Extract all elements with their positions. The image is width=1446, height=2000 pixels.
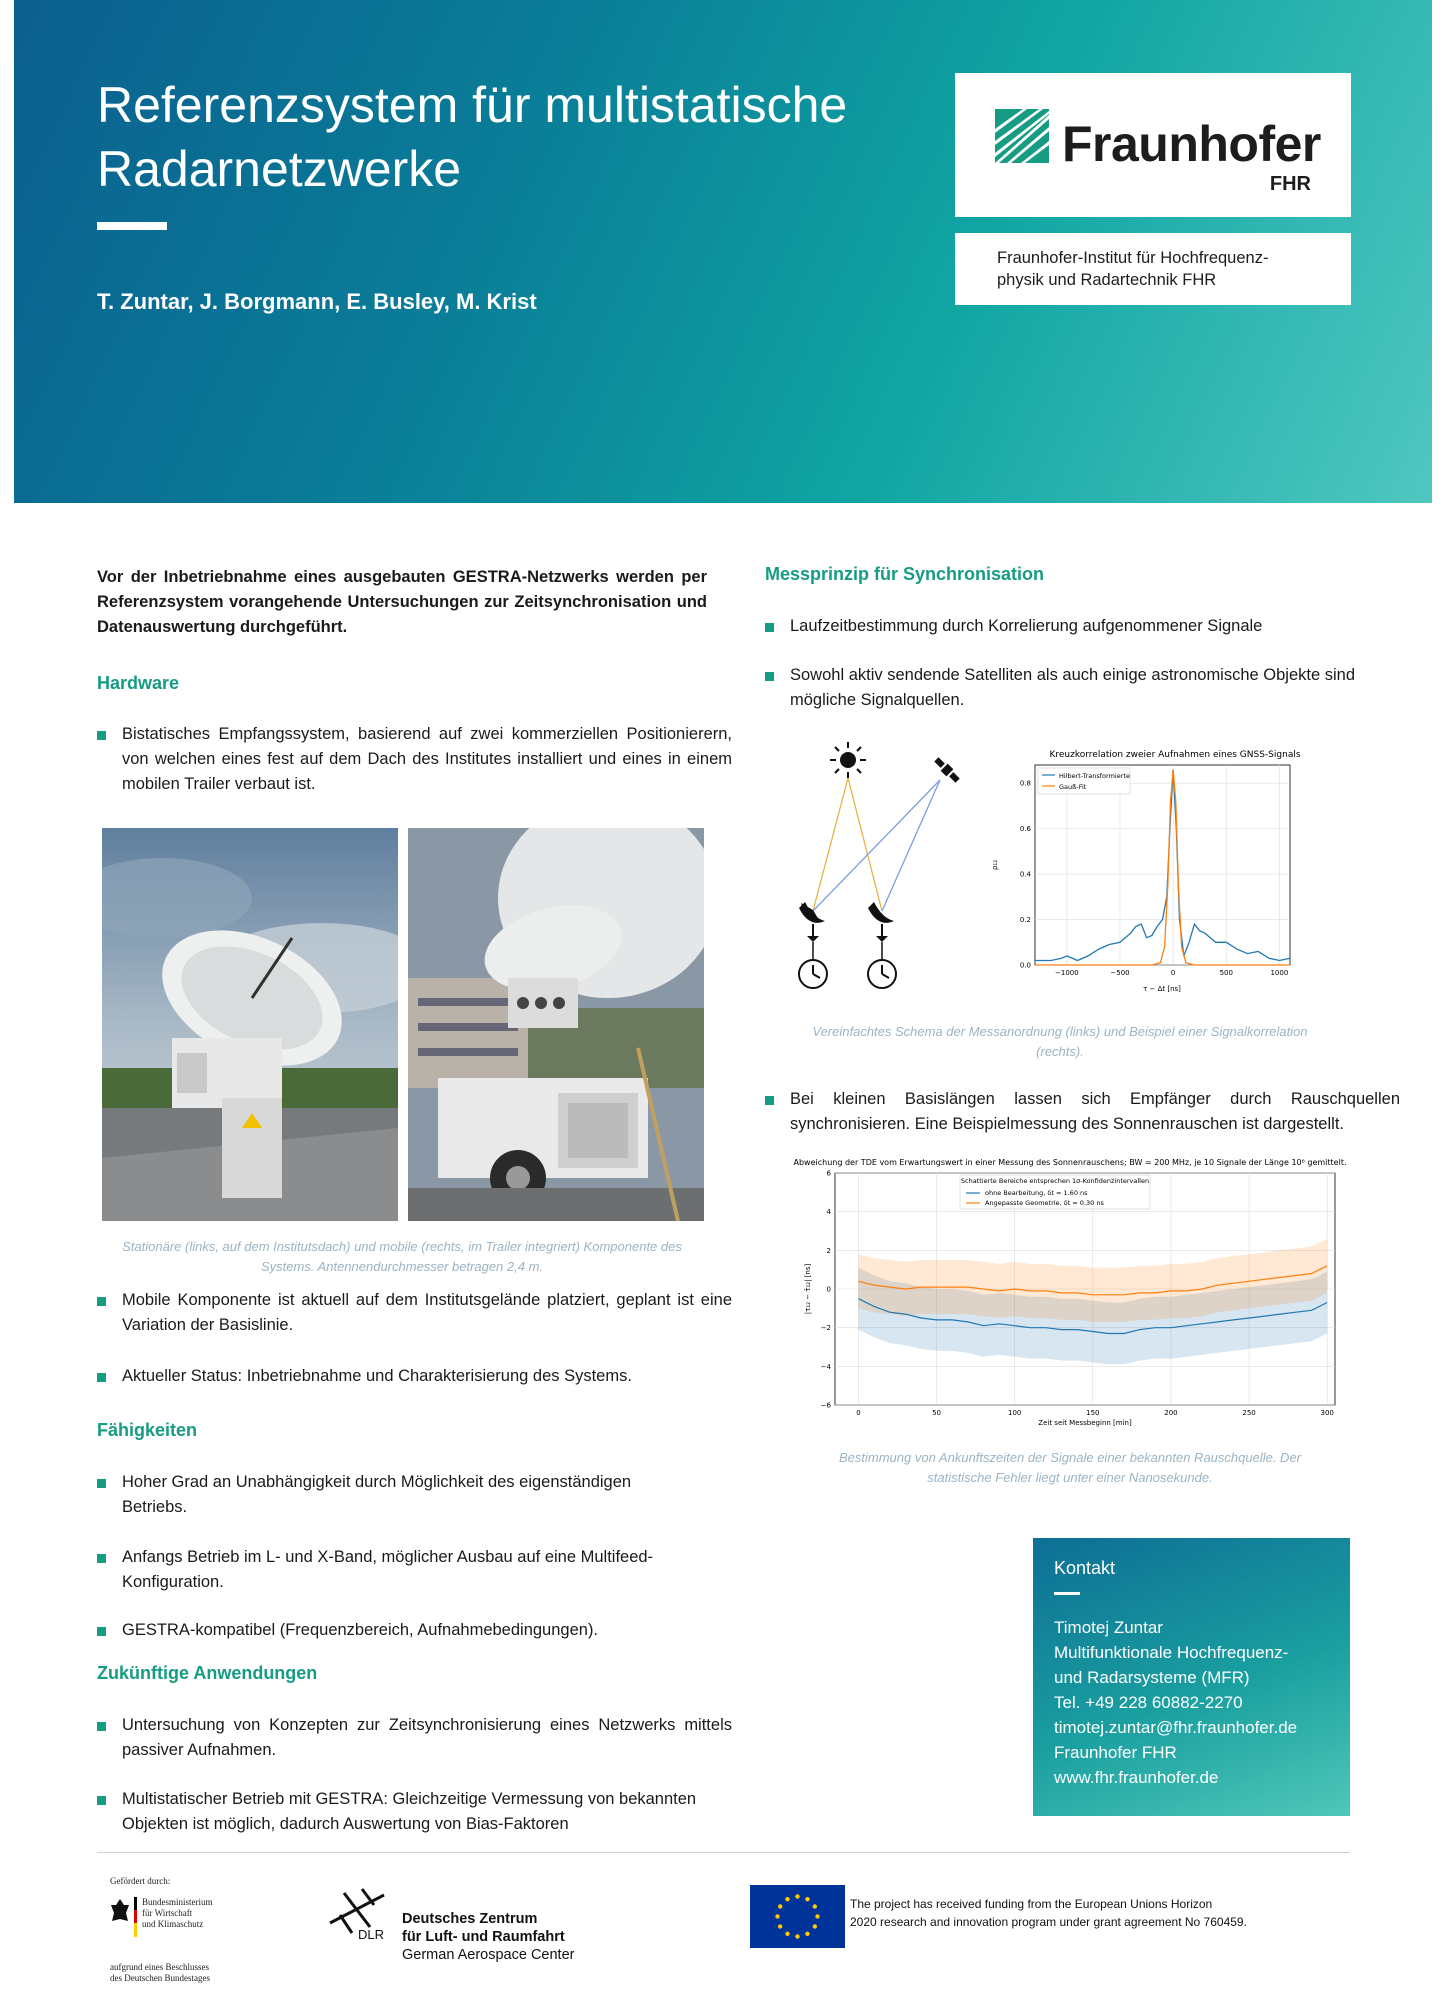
bullet-icon (97, 1627, 106, 1636)
chart1-ytick-label: 0.8 (1019, 779, 1031, 788)
bullet-icon (97, 1479, 106, 1488)
chart2-ytick-label: 0 (826, 1285, 831, 1294)
chart2-xtick-label: 50 (932, 1409, 942, 1417)
chart1-xtick-label: 500 (1219, 969, 1233, 977)
chart2-legend-series-0: ohne Bearbeitung, δt = 1.60 ns (985, 1189, 1088, 1197)
bmwk-logo (110, 1897, 230, 1947)
kontakt-name: Timotej Zuntar (1054, 1618, 1163, 1637)
kontakt-box (1033, 1538, 1350, 1816)
faehigkeiten-heading: Fähigkeiten (97, 1420, 198, 1440)
eu-funding-text (850, 1895, 1247, 1931)
eu-star (795, 1934, 799, 1938)
sun-icon (830, 742, 866, 778)
chart2-xtick-label: 150 (1086, 1409, 1100, 1417)
bullet-icon (765, 623, 774, 632)
logo-sub: FHR (1269, 173, 1311, 195)
chart2-legend-series-1: Angepasste Geometrie, δt = 0.30 ns (985, 1199, 1104, 1207)
faehigkeiten-bullet-3: GESTRA-kompatibel (Frequenzbereich, Aufnahmebedingungen). (97, 1618, 732, 1643)
kontakt-title: Kontakt (1054, 1558, 1116, 1578)
clock-icon-left (799, 960, 827, 988)
chart1-xtick-label: 1000 (1270, 969, 1289, 977)
kontakt-dept1: Multifunktionale Hochfrequenz- (1054, 1643, 1289, 1662)
institute-name (997, 247, 1337, 291)
poster-title (97, 73, 917, 201)
chart2-ytick-label: −2 (820, 1324, 831, 1333)
eagle-icon (110, 1897, 130, 1931)
clock-icon-right (868, 960, 896, 988)
zukunft-heading: Zukünftige Anwendungen (97, 1663, 318, 1683)
bmwk-line3: und Klimaschutz (142, 1919, 204, 1929)
photo-mobile-antenna (408, 828, 704, 1221)
chart1-legend-series-0: Hilbert-Transformierte (1059, 772, 1130, 780)
bullet-icon (97, 1373, 106, 1382)
bullet-icon (97, 731, 106, 740)
chart2-ytick-label: −6 (820, 1401, 831, 1410)
hardware-bullet-1: Bistatisches Empfangssystem, basierend auf zwei kommerziellen Positionierern, von welchen eines fest auf dem Dach des Institutes installiert und eines in einem mobilen Trailer verbaut ist. (97, 722, 732, 797)
chart1-legend (1038, 768, 1130, 794)
authors: T. Zuntar, J. Borgmann, E. Busley, M. Krist (97, 289, 537, 314)
chart2-title: Abweichung der TDE vom Erwartungswert in einer Messung des Sonnenrauschens; BW = 200 MHz, je 10 Signale der Länge 10⁶ gemittelt. (793, 1158, 1347, 1167)
chart2-xtick-label: 0 (856, 1409, 861, 1417)
eu-star (778, 1904, 782, 1908)
intro-text: Vor der Inbetriebnahme eines ausgebauten GESTRA-Netzwerks werden per Referenzsystem vorangehende Untersuchungen zur Zeitsynchronisation und Datenauswertung durchgeführt. (97, 568, 707, 636)
chart1-ytick-label: 0.6 (1019, 825, 1031, 834)
institute-line1: Fraunhofer-Institut für Hochfrequenz- (997, 249, 1269, 267)
institute-box (955, 233, 1351, 305)
hardware-bullet-2: Mobile Komponente ist aktuell auf dem Institutsgelände platziert, geplant ist eine Variation der Basislinie. (97, 1288, 732, 1338)
faehigkeiten-bullet-2: Anfangs Betrieb im L- und X-Band, möglicher Ausbau auf eine Multifeed-Konfiguration. (97, 1545, 712, 1595)
tde-caption: Bestimmung von Ankunftszeiten der Signale einer bekannten Rauschquelle. Der statistische Fehler liegt unter einer Nanosekunde. (838, 1450, 1301, 1485)
chart2-ytick-label: 6 (826, 1169, 831, 1178)
dlr-line3: German Aerospace Center (402, 1947, 575, 1963)
chart2-ytick-label: 4 (826, 1208, 831, 1217)
mess-heading: Messprinzip für Synchronisation (765, 564, 1045, 584)
eu-line1: The project has received funding from the European Unions Horizon (850, 1897, 1213, 1911)
title-line2: Radarnetzwerke (97, 141, 462, 197)
eu-stars-icon (750, 1885, 845, 1948)
chart2-ytick-label: 2 (826, 1246, 831, 1255)
dlr-line2: für Luft- und Raumfahrt (402, 1929, 565, 1945)
logo-name: Fraunhofer (1062, 116, 1321, 172)
chart2-legend-title: Schattierte Bereiche entsprechen 1σ-Konfidenzintervallen (960, 1177, 1150, 1185)
kontakt-underline (1054, 1592, 1080, 1595)
beschluss-line1: aufgrund eines Beschlusses (110, 1962, 209, 1972)
chart2-xlabel: Zeit seit Messbeginn [min] (1038, 1419, 1132, 1427)
chart1-plot-area (1035, 765, 1290, 965)
chart1-ylabel: ρ₁₂ (991, 859, 999, 871)
kontakt-phone[interactable]: Tel. +49 228 60882-2270 (1054, 1693, 1243, 1712)
eu-flag (750, 1885, 845, 1948)
chart1-title: Kreuzkorrelation zweier Aufnahmen eines GNSS-Signals (1049, 750, 1301, 760)
fraunhofer-logo (955, 73, 1351, 217)
mess-bullet-2: Sowohl aktiv sendende Satelliten als auch einige astronomische Objekte sind mögliche Signalquellen. (765, 663, 1400, 713)
beschluss-line2: des Deutschen Bundestages (110, 1973, 210, 1983)
institute-line2: physik und Radartechnik FHR (997, 271, 1217, 289)
eu-line2: 2020 research and innovation program under grant agreement No 760459. (850, 1915, 1247, 1929)
chart1-ytick-label: 0.0 (1019, 961, 1031, 970)
eu-star (815, 1914, 819, 1918)
dlr-abbr: DLR (358, 1927, 385, 1942)
kontakt-details (1054, 1615, 1344, 1790)
measurement-schema (775, 738, 975, 1008)
chart2-ylabel: |τ₁₂ − τ̄₁₂| [ns] (804, 1263, 812, 1315)
tde-chart (770, 1155, 1370, 1430)
bullet-icon (97, 1554, 106, 1563)
photo-caption: Stationäre (links, auf dem Institutsdach) und mobile (rechts, im Trailer integriert) Komponente des Systems. Antennendurchmesser betragen 2,4 m. (122, 1239, 682, 1274)
eu-star (785, 1897, 789, 1901)
mess-bullet-1: Laufzeitbestimmung durch Korrelierung aufgenommener Signale (765, 614, 1400, 639)
zukunft-bullet-1: Untersuchung von Konzepten zur Zeitsynchronisierung eines Netzwerks mittels passiver Aufnahmen. (97, 1713, 732, 1763)
bmwk-line2: für Wirtschaft (142, 1908, 193, 1918)
chart1-ytick-label: 0.2 (1019, 916, 1031, 925)
bullet-icon (97, 1796, 106, 1805)
chart2-xtick-label: 300 (1320, 1409, 1334, 1417)
chart2-xtick-label: 100 (1008, 1409, 1022, 1417)
photo-stationary-antenna (102, 828, 398, 1221)
title-line1: Referenzsystem für multistatische (97, 77, 848, 133)
faehigkeiten-bullet-1: Hoher Grad an Unabhängigkeit durch Möglichkeit des eigenständigen Betriebs. (97, 1470, 692, 1520)
eu-star (805, 1897, 809, 1901)
eu-star (813, 1924, 817, 1928)
bullet-icon (765, 672, 774, 681)
chart2-legend (960, 1175, 1150, 1209)
chart2-xtick-label: 200 (1164, 1409, 1178, 1417)
chart1-xtick-label: −1000 (1055, 969, 1079, 977)
correlation-chart (985, 745, 1315, 1000)
gefoerdert-label: Gefördert durch: (110, 1876, 171, 1886)
beschluss-text (110, 1962, 210, 1984)
chart1-xlabel: τ − Δt [ns] (1143, 985, 1181, 993)
dlr-logo (322, 1885, 602, 1965)
eu-star (778, 1924, 782, 1928)
kontakt-web[interactable]: www.fhr.fraunhofer.de (1054, 1768, 1219, 1787)
bullet-icon (97, 1297, 106, 1306)
eu-star (813, 1904, 817, 1908)
chart1-xtick-label: −500 (1110, 969, 1130, 977)
fraunhofer-mark-icon (995, 109, 1049, 163)
title-underline (97, 222, 167, 230)
bullet-icon (97, 1722, 106, 1731)
mess-bullet-3: Bei kleinen Basislängen lassen sich Empfänger durch Rauschquellen synchronisieren. Eine Beispielmessung des Sonnenrauschen ist dargestellt. (765, 1087, 1400, 1137)
kontakt-dept2: und Radarsysteme (MFR) (1054, 1668, 1250, 1687)
eu-star (805, 1932, 809, 1936)
bullet-icon (765, 1096, 774, 1105)
zukunft-bullet-2: Multistatischer Betrieb mit GESTRA: Gleichzeitige Vermessung von bekannten Objekten ist möglich, dadurch Auswertung von Bias-Faktoren (97, 1787, 732, 1837)
kontakt-email[interactable]: timotej.zuntar@fhr.fraunhofer.de (1054, 1718, 1298, 1737)
bmwk-line1: Bundesministerium (142, 1897, 213, 1907)
eu-star (785, 1932, 789, 1936)
eu-star (795, 1894, 799, 1898)
eu-star (775, 1914, 779, 1918)
satellite-icon (933, 756, 961, 784)
hardware-bullet-3: Aktueller Status: Inbetriebnahme und Charakterisierung des Systems. (97, 1364, 732, 1389)
dish-icon-left (799, 902, 825, 942)
chart1-ytick-label: 0.4 (1019, 870, 1031, 879)
chart2-xtick-label: 250 (1242, 1409, 1256, 1417)
schema-caption: Vereinfachtes Schema der Messanordnung (links) und Beispiel einer Signalkorrelation (rechts). (812, 1024, 1308, 1059)
chart1-xtick-label: 0 (1170, 969, 1176, 977)
chart1-legend-series-1: Gauß-Fit (1059, 783, 1087, 791)
dlr-line1: Deutsches Zentrum (402, 1911, 538, 1927)
kontakt-org: Fraunhofer FHR (1054, 1743, 1177, 1762)
footer-divider (97, 1852, 1350, 1853)
hardware-heading: Hardware (97, 673, 180, 693)
chart2-ytick-label: −4 (820, 1362, 831, 1371)
